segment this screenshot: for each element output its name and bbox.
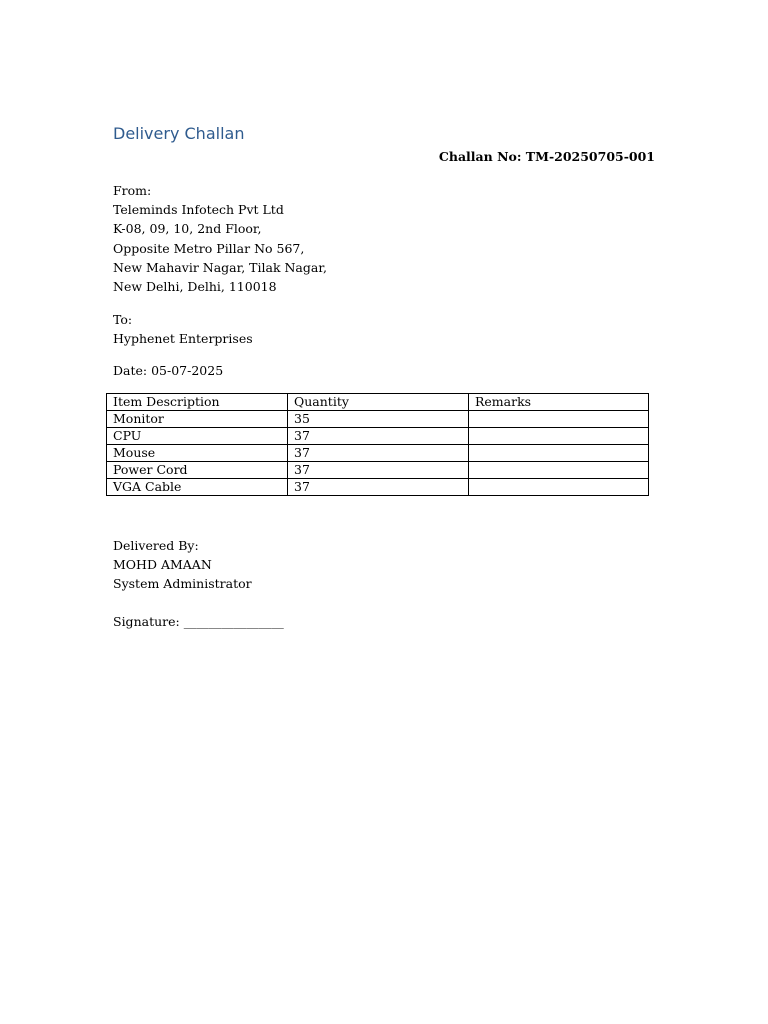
cell-remarks bbox=[469, 411, 649, 428]
from-line: Opposite Metro Pillar No 567, bbox=[113, 240, 305, 256]
challan-date: Date: 05-07-2025 bbox=[113, 363, 224, 378]
from-address bbox=[113, 181, 327, 296]
column-header-item-description: Item Description bbox=[107, 394, 288, 411]
cell-item-description: Mouse bbox=[107, 445, 288, 462]
from-line: K-08, 09, 10, 2nd Floor, bbox=[113, 221, 262, 237]
column-header-quantity: Quantity bbox=[288, 394, 469, 411]
from-label: From: bbox=[113, 183, 152, 198]
items-table bbox=[106, 393, 649, 496]
challan-number: Challan No: TM-20250705-001 bbox=[438, 149, 655, 164]
cell-item-description: Power Cord bbox=[107, 462, 288, 479]
table-row bbox=[107, 428, 649, 445]
to-label: To: bbox=[113, 312, 133, 327]
delivered-by-role: System Administrator bbox=[113, 576, 252, 592]
signature-line: Signature: ________________ bbox=[113, 614, 284, 629]
cell-quantity: 37 bbox=[288, 445, 469, 462]
to-name: Hyphenet Enterprises bbox=[113, 331, 253, 347]
table-header-row bbox=[107, 394, 649, 411]
to-address bbox=[113, 310, 253, 348]
cell-remarks bbox=[469, 479, 649, 496]
cell-item-description: VGA Cable bbox=[107, 479, 288, 496]
table-row bbox=[107, 479, 649, 496]
delivered-by bbox=[113, 536, 252, 594]
cell-quantity: 37 bbox=[288, 479, 469, 496]
cell-quantity: 37 bbox=[288, 462, 469, 479]
table-row bbox=[107, 411, 649, 428]
from-line: Teleminds Infotech Pvt Ltd bbox=[113, 202, 284, 218]
cell-quantity: 37 bbox=[288, 428, 469, 445]
delivered-by-name: MOHD AMAAN bbox=[113, 557, 212, 573]
cell-remarks bbox=[469, 428, 649, 445]
table-row bbox=[107, 462, 649, 479]
delivered-by-label: Delivered By: bbox=[113, 538, 199, 553]
document-title: Delivery Challan bbox=[113, 124, 245, 143]
cell-item-description: Monitor bbox=[107, 411, 288, 428]
from-line: New Delhi, Delhi, 110018 bbox=[113, 279, 277, 295]
cell-remarks bbox=[469, 445, 649, 462]
cell-item-description: CPU bbox=[107, 428, 288, 445]
cell-quantity: 35 bbox=[288, 411, 469, 428]
column-header-remarks: Remarks bbox=[469, 394, 649, 411]
cell-remarks bbox=[469, 462, 649, 479]
from-line: New Mahavir Nagar, Tilak Nagar, bbox=[113, 259, 327, 275]
table-row bbox=[107, 445, 649, 462]
